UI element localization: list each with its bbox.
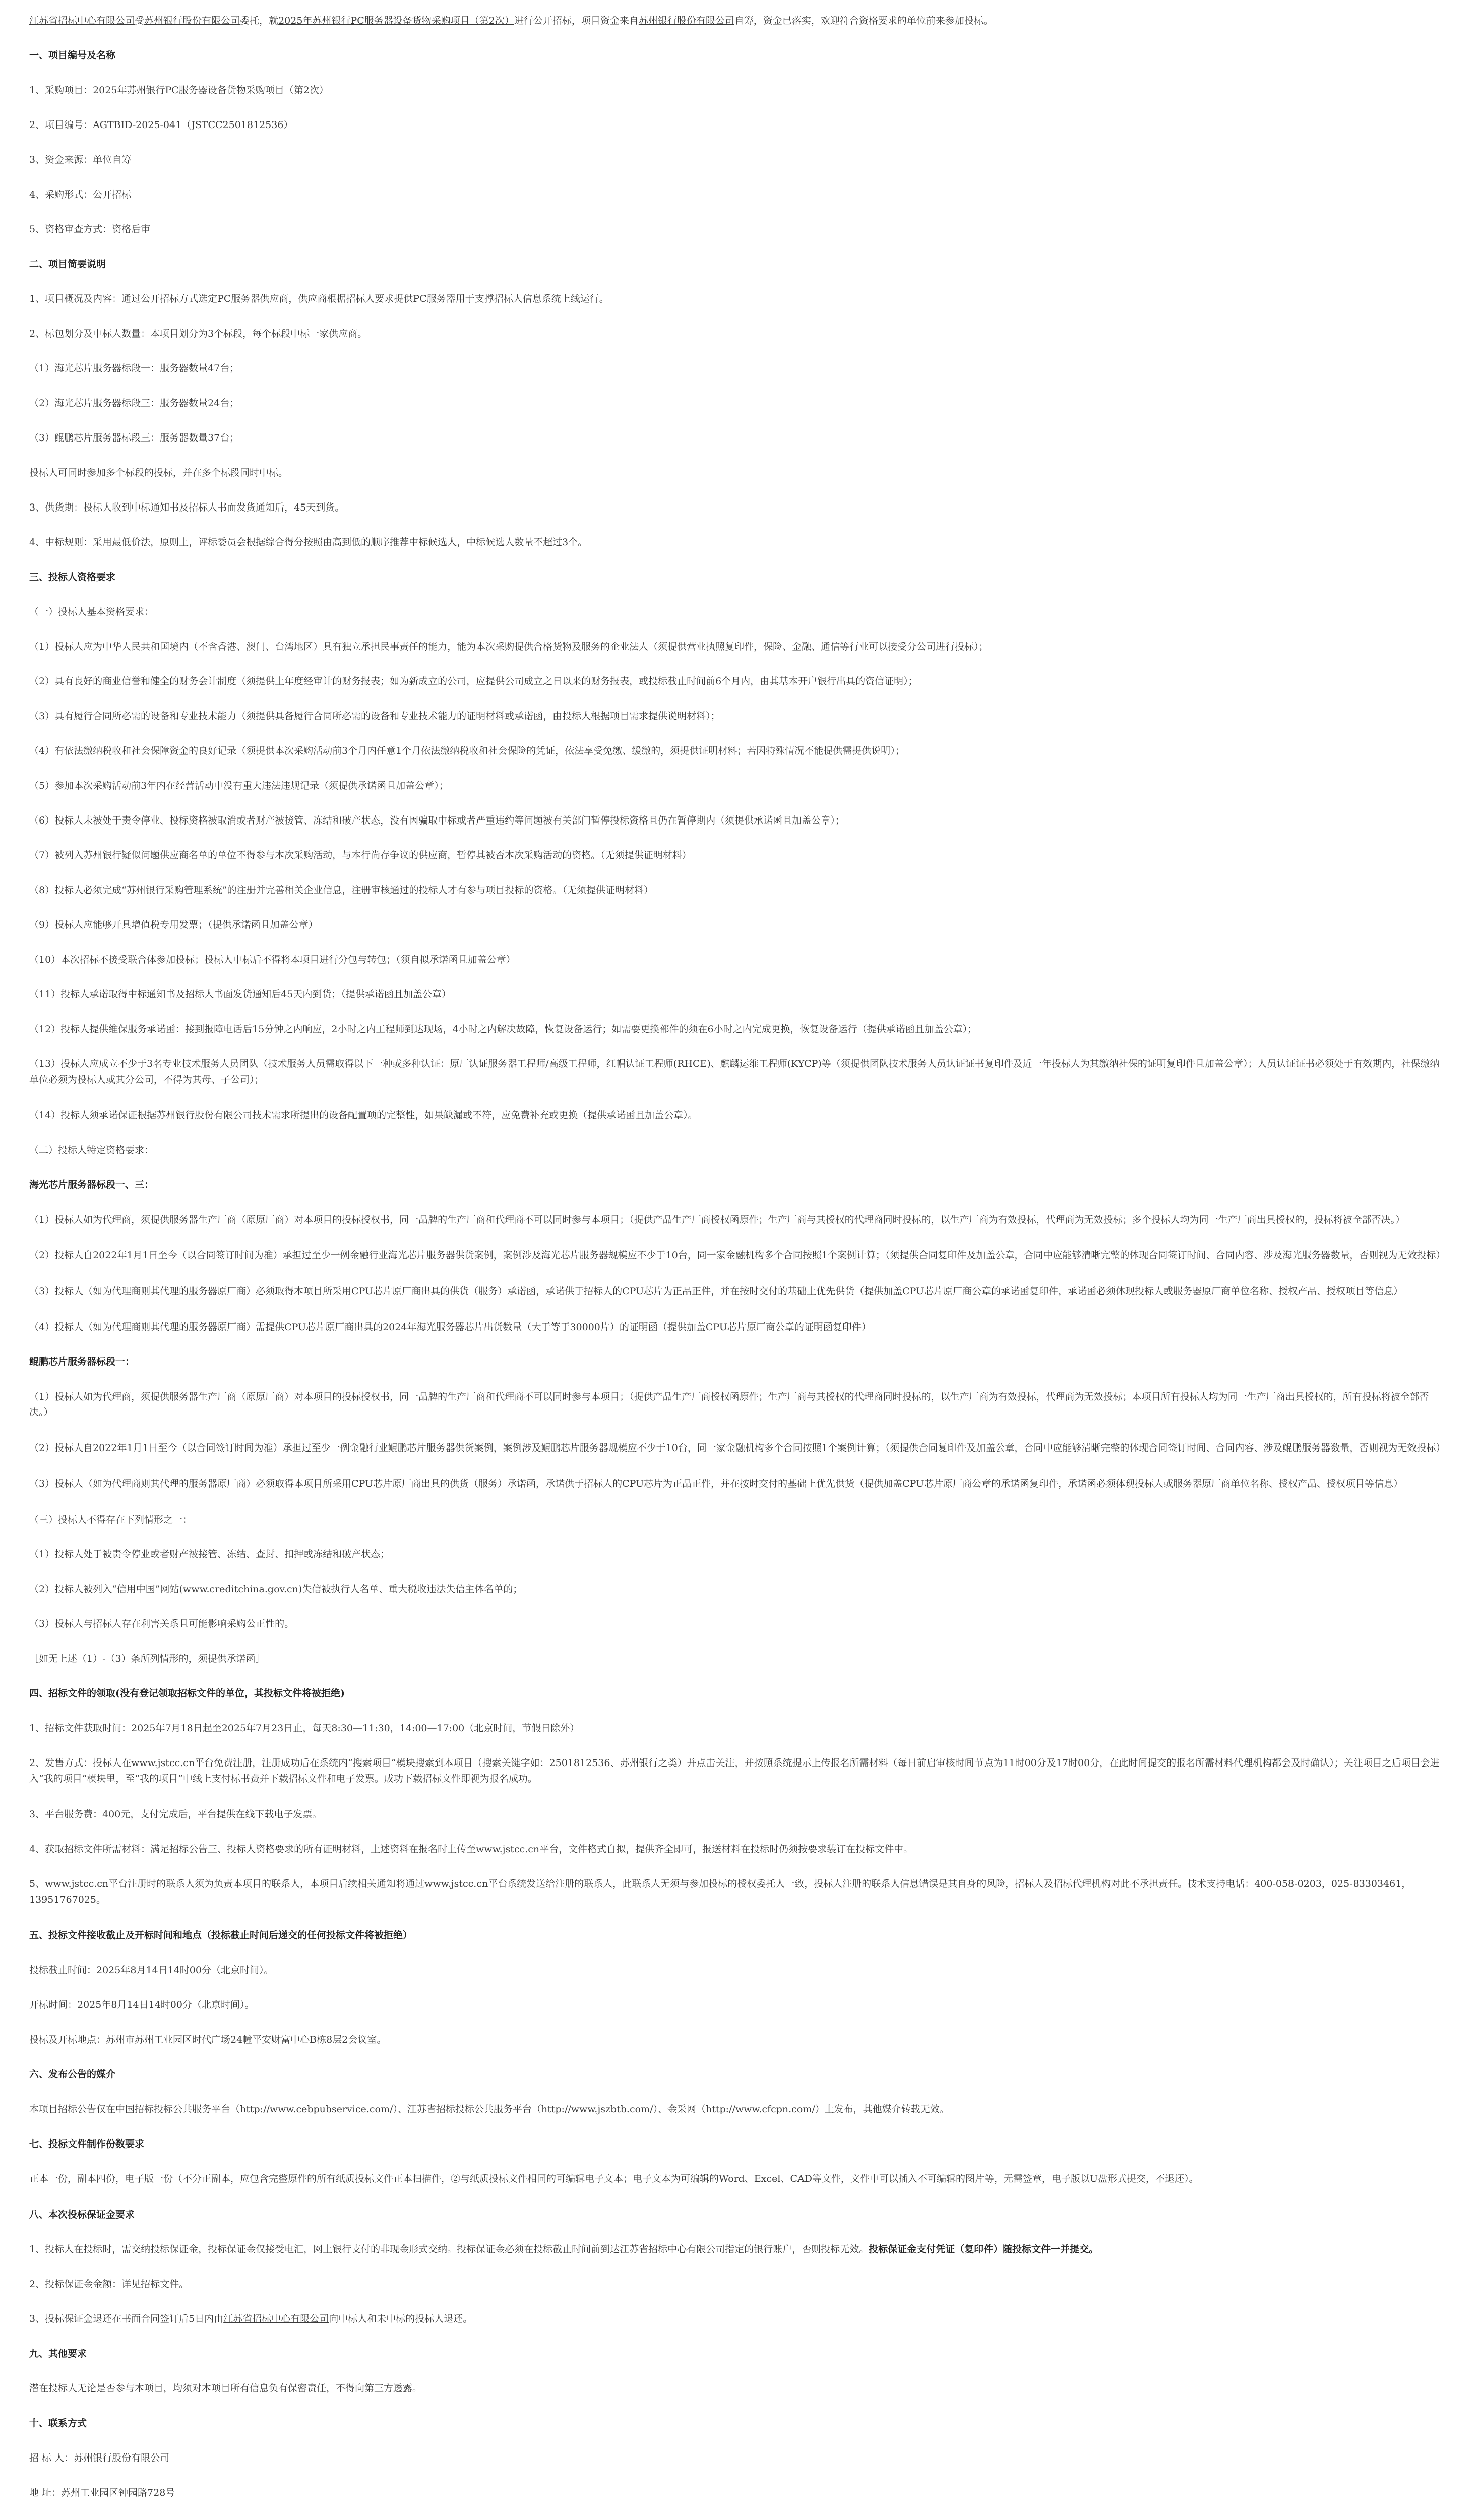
s1-item: 5、资格审查方式：资格后审 <box>29 224 151 235</box>
section-10-heading: 十、联系方式 <box>29 2418 87 2429</box>
s1-item: 2、项目编号：AGTBID-2025-041（JSTCC2501812536） <box>29 119 293 131</box>
s1-item: 3、资金来源：单位自筹 <box>29 154 132 165</box>
s3-item: （10）本次招标不接受联合体参加投标；投标人中标后不得将本项目进行分包与转包；（须自拟承诺函且加盖公章） <box>29 954 516 965</box>
s5-item: 投标截止时间：2025年8月14日14时00分（北京时间）。 <box>29 1965 274 1976</box>
section-9-heading: 九、其他要求 <box>29 2348 87 2359</box>
s2-item: （2）海光芯片服务器标段三：服务器数量24台； <box>29 398 239 409</box>
s2-item: 4、中标规则：采用最低价法，原则上，评标委员会根据综合得分按照由高到低的顺序推荐中标候选人，中标候选人数量不超过3个。 <box>29 537 588 548</box>
s8-item-2: 2、投标保证金金额：详见招标文件。 <box>29 2279 189 2290</box>
funder-link[interactable]: 苏州银行股份有限公司 <box>638 15 734 26</box>
exclusion-item: （2）投标人被列入“信用中国”网站(www.creditchina.gov.cn)失信被执行人名单、重大税收违法失信主体名单的； <box>29 1584 523 1595</box>
section-6-heading: 六、发布公告的媒介 <box>29 2069 116 2080</box>
s2-item: （3）鲲鹏芯片服务器标段三：服务器数量37台； <box>29 432 239 444</box>
s3-item: （11）投标人承诺取得中标通知书及招标人书面发货通知后45天内到货；（提供承诺函且加盖公章） <box>29 989 451 1000</box>
s1-item: 1、采购项目：2025年苏州银行PC服务器设备货物采购项目（第2次） <box>29 85 329 96</box>
section-1-heading: 一、项目编号及名称 <box>29 50 116 61</box>
haiguang-item: （2）投标人自2022年1月1日至今（以合同签订时间为准）承担过至少一例金融行业海光芯片服务器供货案例，案例涉及海光芯片服务器规模应不少于10台，同一家金融机构多个合同按照1个案例计算；（须提供合同复印件及加盖公章，合同中应能够清晰完整的体现合同签订时间、合同内容、涉及海光服务器数量，否则视为无效投标） <box>29 1250 1446 1261</box>
s3-subheading: （三）投标人不得存在下列情形之一： <box>29 1514 193 1525</box>
s3-item: （7）被列入苏州银行疑似问题供应商名单的单位不得参与本次采购活动，与本行尚存争议的供应商，暂停其被否本次采购活动的资格。（无须提供证明材料） <box>29 850 692 861</box>
s3-item: （14）投标人须承诺保证根据苏州银行股份有限公司技术需求所提出的设备配置项的完整性，如果缺漏或不符，应免费补充或更换（提供承诺函且加盖公章）。 <box>29 1110 698 1121</box>
intro-paragraph: 江苏省招标中心有限公司受苏州银行股份有限公司委托，就2025年苏州银行PC服务器设备货物采购项目（第2次）进行公开招标，项目资金来自苏州银行股份有限公司自筹，资金已落实，欢迎符合资格要求的单位前来参加投标。 <box>29 15 993 26</box>
exclusion-item: （1）投标人处于被责令停业或者财产被接管、冻结、查封、扣押或冻结和破产状态； <box>29 1549 390 1560</box>
s5-item: 开标时间：2025年8月14日14时00分（北京时间）。 <box>29 1999 255 2010</box>
s2-item: 3、供货期：投标人收到中标通知书及招标人书面发货通知后，45天到货。 <box>29 502 345 513</box>
s3-item: （12）投标人提供维保服务承诺函：接到报障电话后15分钟之内响应，2小时之内工程师到达现场，4小时之内解决故障，恢复设备运行；如需要更换部件的须在6小时之内完成更换，恢复设备运行（提供承诺函且加盖公章）； <box>29 1024 977 1035</box>
s9-text: 潜在投标人无论是否参与本项目，均须对本项目所有信息负有保密责任，不得向第三方透露。 <box>29 2383 422 2394</box>
kunpeng-group-heading: 鲲鹏芯片服务器标段一： <box>29 1356 135 1367</box>
s6-text: 本项目招标公告仅在中国招标投标公共服务平台（http://www.cebpubservice.com/）、江苏省招标投标公共服务平台（http://www.jszbtb.com/）、金采网（http://www.cfcpn.com/）上发布，其他媒介转载无效。 <box>29 2104 949 2115</box>
s2-item: 1、项目概况及内容：通过公开招标方式选定PC服务器供应商，供应商根据招标人要求提供PC服务器用于支撑招标人信息系统上线运行。 <box>29 293 609 304</box>
project-link[interactable]: 2025年苏州银行PC服务器设备货物采购项目（第2次） <box>278 15 514 26</box>
section-7-heading: 七、投标文件制作份数要求 <box>29 2138 145 2150</box>
s2-item: （1）海光芯片服务器标段一：服务器数量47台； <box>29 363 239 374</box>
haiguang-group-heading: 海光芯片服务器标段一、三： <box>29 1179 154 1190</box>
s4-item: 5、www.jstcc.cn平台注册时的联系人须为负责本项目的联系人，本项目后续相关通知将通过www.jstcc.cn平台系统发送给注册的联系人，此联系人无须与参加投标的授权委托人一致，投标人注册的联系人信息错误是其自身的风险，招标人及招标代理机构对此不承担责任。技术支持电话：400-058-0203，025-83303461，13951767025。 <box>29 1878 1411 1905</box>
s8-item-1: 1、投标人在投标时，需交纳投标保证金，投标保证金仅接受电汇，网上银行支付的非现金形式交纳。投标保证金必须在投标截止时间前到达江苏省招标中心有限公司指定的银行账户，否则投标无效。投标保证金支付凭证（复印件）随投标文件一并提交。 <box>29 2244 1099 2255</box>
s5-item: 投标及开标地点：苏州市苏州工业园区时代广场24幢平安财富中心B栋8层2会议室。 <box>29 2034 387 2045</box>
s3-item: （8）投标人必须完成“苏州银行采购管理系统”的注册并完善相关企业信息，注册审核通过的投标人才有参与项目投标的资格。（无须提供证明材料） <box>29 885 654 896</box>
s3-item: （1）投标人应为中华人民共和国境内（不含香港、澳门、台湾地区）具有独立承担民事责任的能力，能为本次采购提供合格货物及服务的企业法人（须提供营业执照复印件，保险、金融、通信等行业可以接受分公司进行投标）； <box>29 641 989 652</box>
section-3-heading: 三、投标人资格要求 <box>29 572 116 583</box>
s4-item: 2、发售方式：投标人在www.jstcc.cn平台免费注册，注册成功后在系统内“搜索项目”模块搜索到本项目（搜索关键字如：2501812536、苏州银行之类）并点击关注，并按照系统提示上传报名所需材料（每日前启审核时间节点为11时00分及17时00分，在此时间提交的报名所需材料代理机构都会及时确认）；关注项目之后项目会进入“我的项目”模块里，至“我的项目”中线上支付标书费并下载招标文件和电子发票。成功下载招标文件即视为报名成功。 <box>29 1757 1440 1784</box>
section-8-heading: 八、本次投标保证金要求 <box>29 2209 135 2220</box>
section-2-heading: 二、项目简要说明 <box>29 259 106 270</box>
s4-item: 3、平台服务费：400元，支付完成后，平台提供在线下载电子发票。 <box>29 1809 322 1820</box>
s8-item-3: 3、投标保证金退还在书面合同签订后5日内由江苏省招标中心有限公司向中标人和未中标的投标人退还。 <box>29 2313 473 2324</box>
agency-link[interactable]: 江苏省招标中心有限公司 <box>29 15 135 26</box>
s3-item: （2）具有良好的商业信誉和健全的财务会计制度（须提供上年度经审计的财务报表；如为新成立的公司，应提供公司成立之日以来的财务报表，或投标截止时间前6个月内，由其基本开户银行出具的资信证明）； <box>29 676 918 687</box>
contact-line: 招 标 人：苏州银行股份有限公司 <box>29 2452 170 2464</box>
s3-item: （4）有依法缴纳税收和社会保障资金的良好记录（须提供本次采购活动前3个月内任意1个月依法缴纳税收和社会保险的凭证，依法享受免缴、缓缴的，须提供证明材料；若因特殊情况不能提供需提供说明）； <box>29 745 905 757</box>
s3-item: （9）投标人应能够开具增值税专用发票；（提供承诺函且加盖公章） <box>29 919 318 930</box>
section-5-heading: 五、投标文件接收截止及开标时间和地点（投标截止时间后递交的任何投标文件将被拒绝） <box>29 1930 413 1941</box>
s3-item: （6）投标人未被处于责令停业、投标资格被取消或者财产被接管、冻结和破产状态，没有因骗取中标或者严重违约等问题被有关部门暂停投标资格且仍在暂停期内（须提供承诺函且加盖公章）； <box>29 815 845 826</box>
kunpeng-item: （3）投标人（如为代理商则其代理的服务器原厂商）必须取得本项目所采用CPU芯片原厂商出具的供货（服务）承诺函，承诺供于招标人的CPU芯片为正品正件，并在按时交付的基础上优先供货（提供加盖CPU芯片原厂商公章的承诺函复印件，承诺函必须体现投标人或服务器原厂商单位名称、授权产品、授权项目等信息） <box>29 1478 1403 1489</box>
s3-subheading: （一）投标人基本资格要求： <box>29 606 154 617</box>
s4-item: 1、招标文件获取时间：2025年7月18日起至2025年7月23日止，每天8:30—11:30，14:00—17:00（北京时间，节假日除外） <box>29 1723 580 1734</box>
agency-link[interactable]: 江苏省招标中心有限公司 <box>223 2313 329 2324</box>
haiguang-item: （1）投标人如为代理商，须提供服务器生产厂商（原原厂商）对本项目的投标授权书，同一品牌的生产厂商和代理商不可以同时参与本项目；（提供产品生产厂商授权函原件；生产厂商与其授权的代理商同时投标的，以生产厂商为有效投标，代理商为无效投标；多个投标人均为同一生产厂商出具授权的，投标将被全部否决。） <box>29 1214 1405 1225</box>
kunpeng-item: （1）投标人如为代理商，须提供服务器生产厂商（原原厂商）对本项目的投标授权书，同一品牌的生产厂商和代理商不可以同时参与本项目；（提供产品生产厂商授权函原件；生产厂商与其授权的代理商同时投标的，以生产厂商为有效投标，代理商为无效投标；本项目所有投标人均为同一生产厂商出具授权的，所有投标将被全部否决。） <box>29 1391 1429 1418</box>
s2-item: 2、标包划分及中标人数量：本项目划分为3个标段，每个标段中标一家供应商。 <box>29 328 367 339</box>
s3-subheading: （二）投标人特定资格要求： <box>29 1145 154 1156</box>
s2-item: 投标人可同时参加多个标段的投标，并在多个标段同时中标。 <box>29 467 288 478</box>
section-4-heading: 四、招标文件的领取(没有登记领取招标文件的单位，其投标文件将被拒绝) <box>29 1688 345 1699</box>
contact-line: 地 址：苏州工业园区钟园路728号 <box>29 2487 175 2498</box>
exclusion-item: （3）投标人与招标人存在利害关系且可能影响采购公正性的。 <box>29 1618 294 1629</box>
exclusion-note: ［如无上述（1）-（3）条所列情形的，须提供承诺函］ <box>29 1653 265 1664</box>
haiguang-item: （3）投标人（如为代理商则其代理的服务器原厂商）必须取得本项目所采用CPU芯片原厂商出具的供货（服务）承诺函，承诺供于招标人的CPU芯片为正品正件，并在按时交付的基础上优先供货（提供加盖CPU芯片原厂商公章的承诺函复印件，承诺函必须体现投标人或服务器原厂商单位名称、授权产品、授权项目等信息） <box>29 1286 1403 1297</box>
s4-item: 4、获取招标文件所需材料：满足招标公告三、投标人资格要求的所有证明材料，上述资料在报名时上传至www.jstcc.cn平台，文件格式自拟，提供齐全即可，报送材料在投标时仍须按要求装订在投标文件中。 <box>29 1844 913 1855</box>
s3-item: （3）具有履行合同所必需的设备和专业技术能力（须提供具备履行合同所必需的设备和专业技术能力的证明材料或承诺函，由投标人根据项目需求提供说明材料）； <box>29 711 720 722</box>
haiguang-item: （4）投标人（如为代理商则其代理的服务器原厂商）需提供CPU芯片原厂商出具的2024年海光服务器芯片出货数量（大于等于30000片）的证明函（提供加盖CPU芯片原厂商公章的证明函复印件） <box>29 1321 871 1333</box>
agency-link[interactable]: 江苏省招标中心有限公司 <box>620 2244 725 2255</box>
s3-item: （13）投标人应成立不少于3名专业技术服务人员团队（技术服务人员需取得以下一种或多种认证：原厂认证服务器工程师/高级工程师，红帽认证工程师(RHCE)、麒麟运维工程师(KYCP)等（须提供团队技术服务人员认证证书复印件及近一年投标人为其缴纳社保的证明复印件且加盖公章）；人员认证证书必须处于有效期内，社保缴纳单位必须为投标人或其分公司，不得为其母、子公司）； <box>29 1058 1440 1085</box>
purchaser-link[interactable]: 苏州银行股份有限公司 <box>144 15 240 26</box>
kunpeng-item: （2）投标人自2022年1月1日至今（以合同签订时间为准）承担过至少一例金融行业鲲鹏芯片服务器供货案例，案例涉及鲲鹏芯片服务器规模应不少于10台，同一家金融机构多个合同按照1个案例计算；（须提供合同复印件及加盖公章，合同中应能够清晰完整的体现合同签订时间、合同内容、涉及鲲鹏服务器数量，否则视为无效投标） <box>29 1442 1446 1454</box>
s3-item: （5）参加本次采购活动前3年内在经营活动中没有重大违法违规记录（须提供承诺函且加盖公章）； <box>29 780 449 791</box>
s7-text: 正本一份，副本四份，电子版一份（不分正副本，应包含完整原件的所有纸质投标文件正本扫描件，②与纸质投标文件相同的可编辑电子文本；电子文本为可编辑的Word、Excel、CAD等文件，文件中可以插入不可编辑的图片等，无需签章，电子版以U盘形式提交，不退还）。 <box>29 2173 1199 2184</box>
s1-item: 4、采购形式：公开招标 <box>29 189 132 200</box>
